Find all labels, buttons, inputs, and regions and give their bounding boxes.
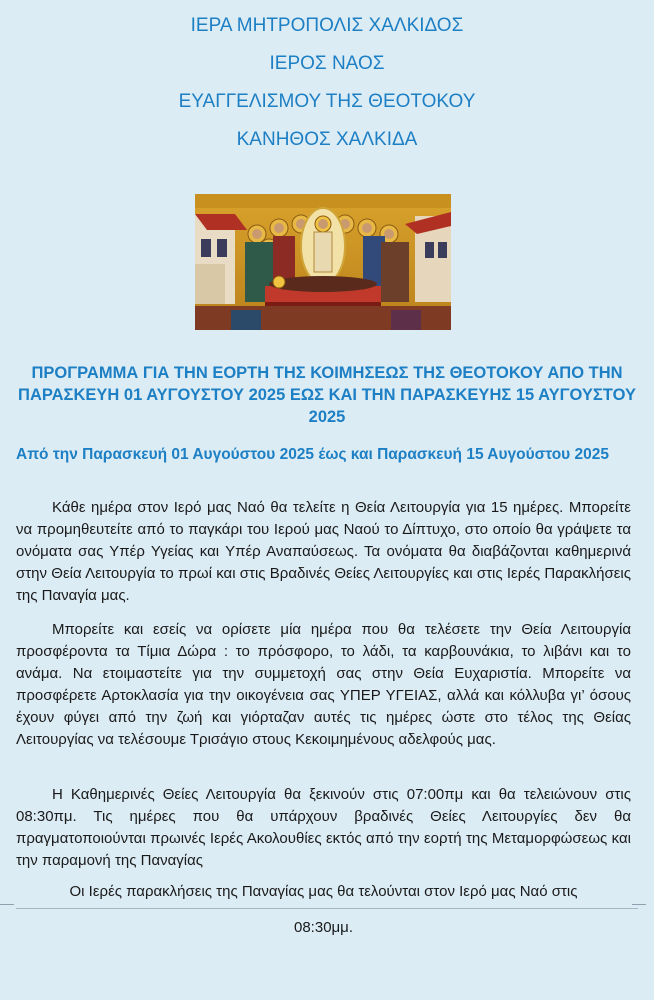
paragraph-offerings: Μπορείτε και εσείς να ορίσετε μία ημέρα που θα τελέσετε την Θεία Λειτουργία προσφέροντα τα Τίμια Δώρα : το πρόσφορο, το λάδι, τα καρβουνάκια, το λιβάνι και το ανάμα. Να ετοιμαστείτε για την συμμετοχή σας στην Θεία Ευχαριστία. Μπορείτε να προσφέρετε Αρτοκλασία για την οικογένεια σας ΥΠΕΡ ΥΓΕΙΑΣ, αλλά και κόλλυβα γι’ όσους έχουν φύγει από την ζωή και γιόρταζαν αυτές τις ημέρες ώστε στο τέλος της Θείας Λειτουργίας να τελέσουμε Τρισάγιο στους Κεκοιμημένους αδελφούς μας. [16,621,631,748]
date-range: Από την Παρασκευή 01 Αυγούστου 2025 έως και Παρασκευή 15 Αυγούστου 2025 [16,446,609,463]
page-corner-left-icon [0,904,14,915]
supplications-time: 08:30μμ. [294,919,353,936]
page-break-divider [0,904,654,914]
header-church: ΙΕΡΟΣ ΝΑΟΣ [269,53,385,74]
header-location: ΚΑΝΗΘΟΣ ΧΑΛΚΙΔΑ [236,129,418,150]
paragraph-daily-liturgy: Κάθε ημέρα στον Ιερό μας Ναό θα τελείτε η Θεία Λειτουργία για 15 ημέρες. Μπορείτε να προμηθευτείτε από το παγκάρι του Ιερού μας Ναού το Δίπτυχο, στο οποίο θα γράψετε τα ονόματα σας Υπέρ Υγείας και Υπέρ Αναπαύσεως. Τα ονόματα θα διαβάζονται καθημερινά στην Θεία Λειτουργία το πρωί και στις Βραδινές Θείες Λειτουργίες και στις Ιερές Παρακλήσεις της Παναγία μας. [16,499,631,604]
header-annunciation: ΕΥΑΓΓΕΛΙΣΜΟΥ ΤΗΣ ΘΕΟΤΟΚΟΥ [178,91,476,112]
paragraph-schedule: Η Καθημερινές Θείες Λειτουργία θα ξεκινούν στις 07:00πμ και θα τελειώνουν στις 08:30πμ. Τις ημέρες που θα υπάρχουν βραδινές Θείες Λειτουργίες δεν θα πραγματοποιούνται πρωινές Ιερές Ακολουθίες εκτός από την εορτή της Μεταμορφώσεως και την παραμονή της Παναγίας [16,786,631,869]
program-title: ΠΡΟΓΡΑΜΜΑ ΓΙΑ ΤΗΝ ΕΟΡΤΗ ΤΗΣ ΚΟΙΜΗΣΕΩΣ ΤΗΣ ΘΕΟΤΟΚΟΥ ΑΠΟ ΤΗΝ ΠΑΡΑΣΚΕΥΗ 01 ΑΥΓΟΥΣΤΟΥ 2025 ΕΩΣ ΚΑΙ ΤΗΝ ΠΑΡΑΣΚΕΥΗΣ 15 ΑΥΓΟΥΣΤΟΥ 2025 [18,364,636,426]
dormition-icon [195,194,451,330]
page-corner-right-icon [632,904,646,915]
header-metropolis: ΙΕΡΑ ΜΗΤΡΟΠΟΛΙΣ ΧΑΛΚΙΔΟΣ [190,15,464,36]
page-break-line [16,908,638,909]
paragraph-supplications: Οι Ιερές παρακλήσεις της Παναγίας μας θα τελούνται στον Ιερό μας Ναό στις [69,883,578,900]
